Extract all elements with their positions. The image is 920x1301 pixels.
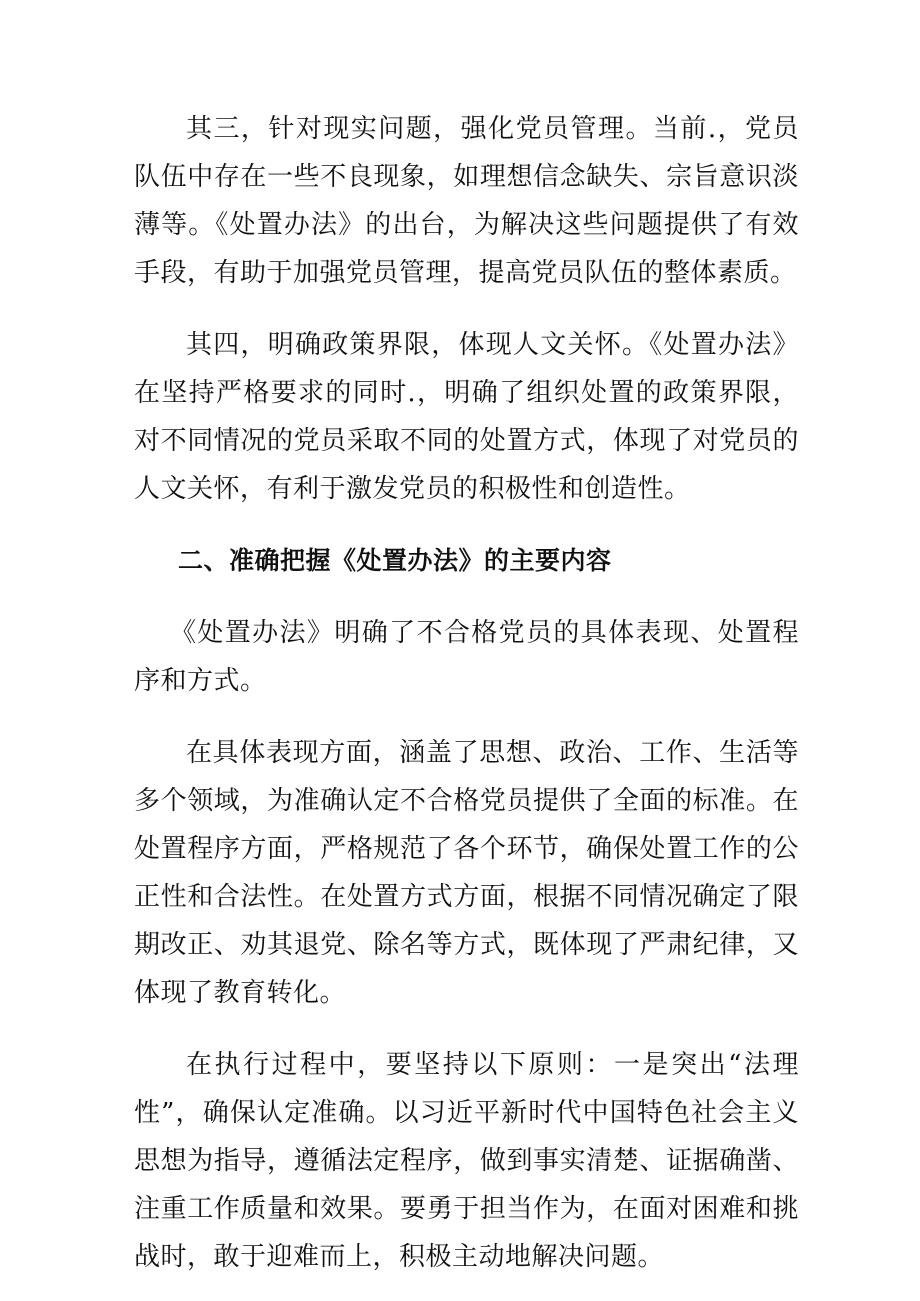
paragraph-specific-content: 在具体表现方面，涵盖了思想、政治、工作、生活等多个领域，为准确认定不合格党员提供了全面的标准。在处置程序方面，严格规范了各个环节，确保处置工作的公正性和合法性。在处置方式方面，根据不同情况确定了限期改正、劝其退党、除名等方式，既体现了严肃纪律，又体现了教育转化。 — [134, 738, 799, 1008]
document-body — [134, 105, 799, 1301]
paragraph-fourth-point: 其四，明确政策界限，体现人文关怀。《处置办法》在坚持严格要求的同时.，明确了组织处置的政策界限，对不同情况的党员采取不同的处置方式，体现了对党员的人文关怀，有利于激发党员的积极性和创造性。 — [134, 330, 799, 504]
paragraph-intro: 《处置办法》明确了不合格党员的具体表现、处置程序和方式。 — [134, 618, 799, 696]
section-heading: 二、准确把握《处置办法》的主要内容 — [178, 546, 612, 575]
paragraph-principles: 在执行过程中，要坚持以下原则：一是突出“法理性”，确保认定准确。以习近平新时代中国特色社会主义思想为指导，遵循法定程序，做到事实清楚、证据确凿、注重工作质量和效果。要勇于担当作为，在面对困难和挑战时，敢于迎难而上，积极主动地解决问题。 — [134, 1050, 799, 1272]
paragraph-third-point: 其三，针对现实问题，强化党员管理。当前.，党员队伍中存在一些不良现象，如理想信念缺失、宗旨意识淡薄等。《处置办法》的出台，为解决这些问题提供了有效手段，有助于加强党员管理，提高党员队伍的整体素质。 — [134, 114, 799, 288]
